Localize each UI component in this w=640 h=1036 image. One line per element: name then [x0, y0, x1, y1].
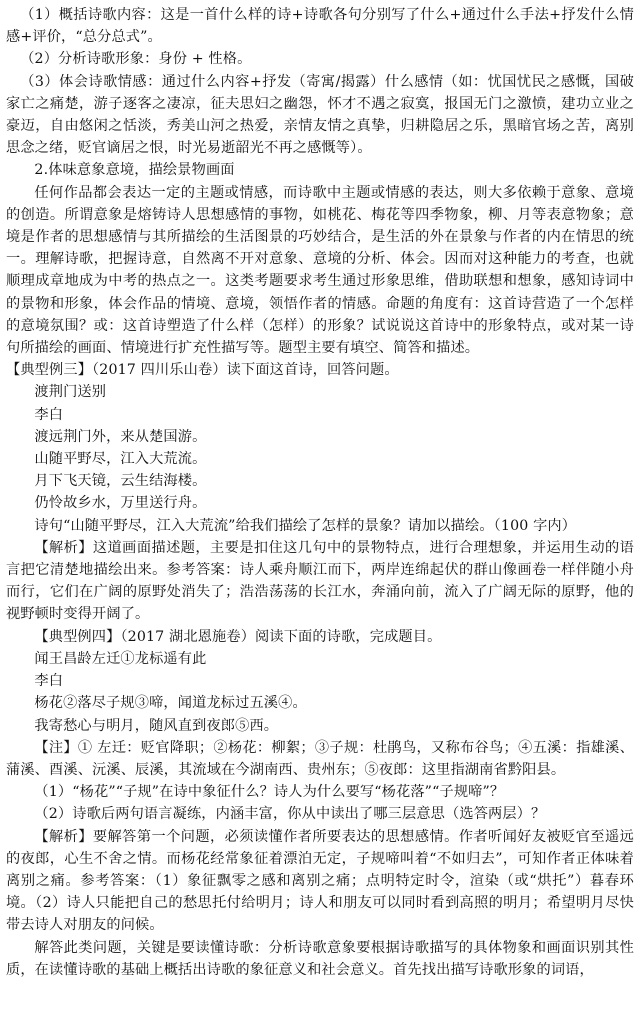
paragraph: 2.体味意象意境，描绘景物画面	[34, 162, 235, 179]
paragraph: 李白	[34, 673, 64, 690]
paragraph: 【典型例三】（2017 四川乐山卷）读下面这首诗，回答问题。	[6, 362, 399, 379]
paragraph: 诗句“山随平野尽，江入大荒流”给我们描绘了怎样的景象？请加以描绘。（100 字内）	[34, 517, 577, 534]
paragraph: （1）“杨花”“子规”在诗中象征什么？诗人为什么要写“杨花落”“子规啼”？	[34, 784, 505, 801]
paragraph: （3）体会诗歌情感：通过什么内容+抒发（寄寓/揭露）什么感情（如：忧国忧民之感慨，国破家亡之痛楚，游子逐客之凄凉，征夫思妇之幽怨，怀才不遇之寂寞，报国无门之激愤，建功立业之豪迈，自由悠闲之恬淡，秀美山河之热爱，亲情友情之真挚，归耕隐居之乐，黑暗官场之苦，离别思念之绪，贬官谪居之恨，时光易逝韶光不再之感慨等）。	[6, 73, 634, 157]
paragraph: 月下飞天镜，云生结海楼。	[34, 473, 207, 490]
paragraph: 【解析】要解答第一个问题，必须读懂作者所要表达的思想感情。作者听闻好友被贬官至遥远的夜郎，心生不舍之情。而杨花经常象征着漂泊无定，子规啼叫着“不如归去”，可知作者正体味着离别之痛。参考答案：（1）象征飘零之感和离别之痛；点明特定时令，渲染（或“烘托”）暮春环境。（2）诗人只能把自己的愁思托付给明月；诗人和朋友可以同时看到高照的明月；希望明月尽快带去诗人对朋友的问候。	[6, 828, 634, 934]
paragraph: （2）分析诗歌形象：身份 + 性格。	[20, 51, 252, 68]
paragraph: 任何作品都会表达一定的主题或情感，而诗歌中主题或情感的表达，则大多依赖于意象、意境的创造。所谓意象是熔铸诗人思想感情的事物，如桃花、梅花等四季物象，柳、月等表意物象；意境是作者的思想感情与其所描绘的生活图景的巧妙结合，是生活的外在景象与作者的内在情思的统一。理解诗歌，把握诗意，自然离不开对意象、意境的分析、体会。因而对这种能力的考查，也就顺理成章地成为中考的热点之一。这类考题要求考生通过形象思维，借助联想和想象，感知诗词中的景物和形象，体会作品的情境、意境，领悟作者的情感。命题的角度有：这首诗营造了一个怎样的意境氛围？或：这首诗塑造了什么样（怎样）的形象？试说说这首诗中的形象特点，或对某一诗句所描绘的画面、情境进行扩充性描写等。题型主要有填空、简答和描述。	[6, 184, 634, 357]
paragraph: 渡远荆门外，来从楚国游。	[34, 428, 207, 445]
paragraph: 我寄愁心与明月，随风直到夜郎⑤西。	[34, 717, 279, 734]
paragraph: 【解析】这道画面描述题，主要是扣住这几句中的景物特点，进行合理想象，并运用生动的语言把它清楚地描绘出来。参考答案：诗人乘舟顺江而下，两岸连绵起伏的群山像画卷一样伴随小舟而行，它们在广阔的原野处消失了；浩浩荡荡的长江水，奔涌向前，流入了广阔无际的原野，他的视野顿时变得开阔了。	[6, 539, 634, 623]
paragraph: （1）概括诗歌内容：这是一首什么样的诗+诗歌各句分别写了什么+通过什么手法+抒发什么情感+评价，“总分总式”。	[6, 7, 634, 46]
paragraph: 闻王昌龄左迁①龙标遥有此	[34, 650, 207, 667]
paragraph: 仍怜故乡水，万里送行舟。	[34, 495, 207, 512]
paragraph: 杨花②落尽子规③啼，闻道龙标过五溪④。	[34, 695, 307, 712]
paragraph: 李白	[34, 406, 64, 423]
paragraph: 解答此类问题，关键是要读懂诗歌：分析诗歌意象要根据诗歌描写的具体物象和画面识别其性质，在读懂诗歌的基础上概括出诗歌的象征意义和社会意义。首先找出描写诗歌形象的词语，	[6, 939, 634, 978]
paragraph: 渡荆门送别	[34, 384, 107, 401]
paragraph: 【注】① 左迁：贬官降职；②杨花：柳絮；③子规：杜鹃鸟，又称布谷鸟；④五溪：指雄溪、蒲溪、酉溪、沅溪、辰溪，其流域在今湖南西、贵州东；⑤夜郎：这里指湖南省黔阳县。	[6, 739, 634, 778]
paragraph: 山随平野尽，江入大荒流。	[34, 451, 207, 468]
paragraph: （2）诗歌后两句语言凝练，内涵丰富，你从中读出了哪三层意思（选答两层）？	[34, 806, 546, 823]
paragraph: 【典型例四】（2017 湖北恩施卷）阅读下面的诗歌，完成题目。	[34, 628, 442, 645]
